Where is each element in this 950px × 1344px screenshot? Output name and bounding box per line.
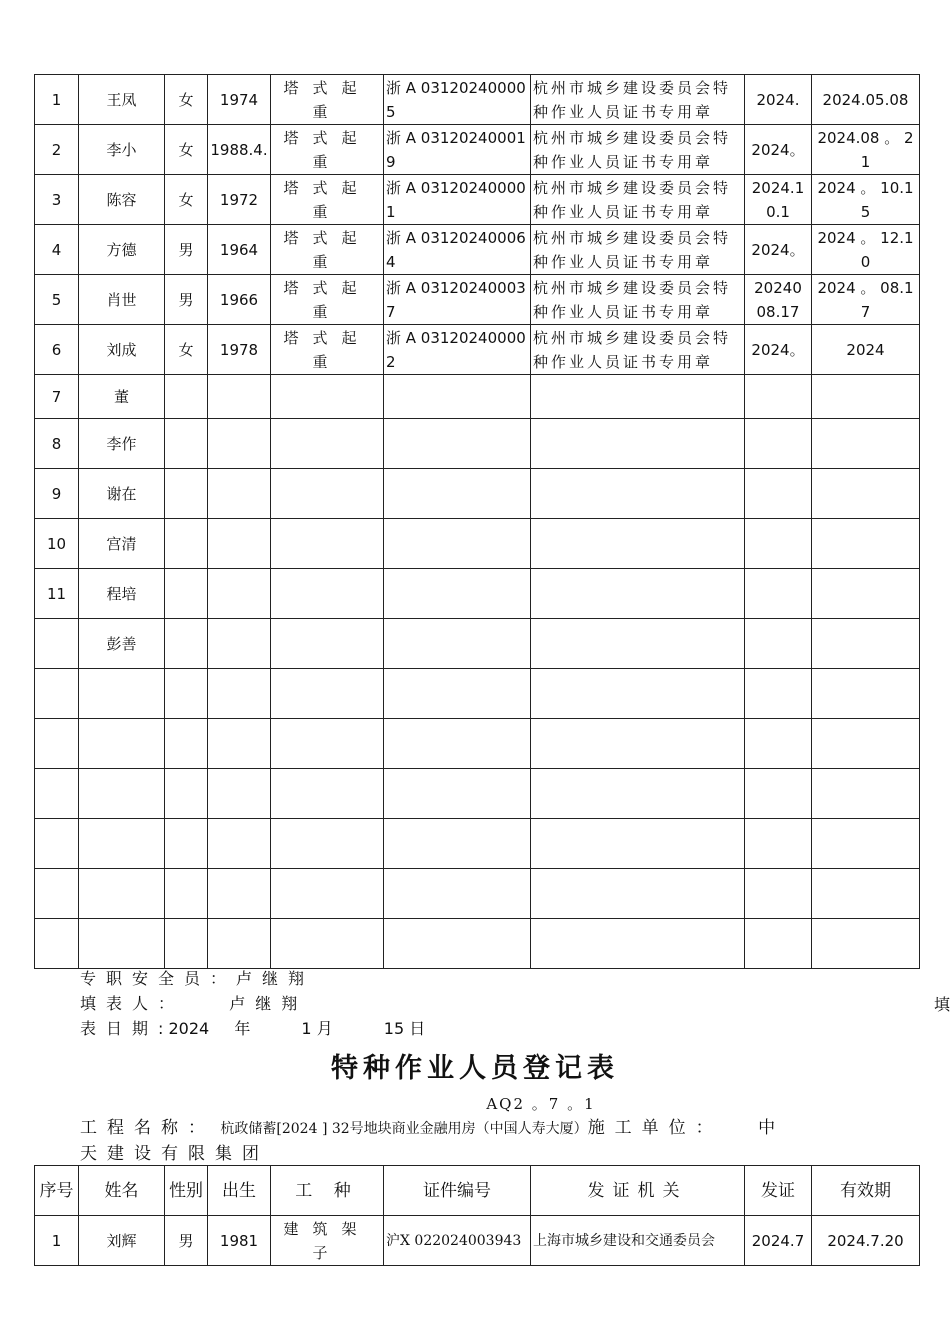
cell-cert [384, 519, 531, 569]
table-row [35, 75, 920, 125]
cell-gender [165, 375, 208, 419]
cell-valid: 2024.05.08 [812, 75, 920, 125]
cell-trade [271, 769, 384, 819]
column-header: 出生 [208, 1166, 271, 1216]
cell-no: 7 [35, 375, 79, 419]
cell-trade [271, 619, 384, 669]
cell-valid: 2024 [812, 325, 920, 375]
column-header: 发证机关 [531, 1166, 745, 1216]
cell-issuer [531, 469, 745, 519]
cell-trade: 塔式起重 [271, 175, 384, 225]
cell-trade [271, 869, 384, 919]
cell-trade [271, 819, 384, 869]
cell-valid: 2024 。 08.17 [812, 275, 920, 325]
cell-gender: 男 [165, 1216, 208, 1266]
column-header: 姓名 [79, 1166, 165, 1216]
project-name: 杭政储蓄[2024 ] 32号地块商业金融用房（中国人寿大厦） [220, 1121, 588, 1137]
cell-issue: 20240 08.17 [745, 275, 812, 325]
project-info [80, 1116, 880, 1167]
cell-cert [384, 669, 531, 719]
cell-no: 11 [35, 569, 79, 619]
cell-cert [384, 919, 531, 969]
cell-cert [384, 619, 531, 669]
cell-no: 6 [35, 325, 79, 375]
cell-issue [745, 669, 812, 719]
cell-gender: 女 [165, 125, 208, 175]
table-row [35, 419, 920, 469]
cell-name: 李小 [79, 125, 165, 175]
table-row [35, 175, 920, 225]
cell-cert [384, 869, 531, 919]
cell-valid: 2024 。 12.10 [812, 225, 920, 275]
cell-cert [384, 769, 531, 819]
cell-birth [208, 519, 271, 569]
cell-issuer [531, 869, 745, 919]
cell-cert: 沪X 022024003943 [384, 1216, 531, 1266]
column-header: 有效期 [812, 1166, 920, 1216]
cell-no: 8 [35, 419, 79, 469]
cell-birth [208, 619, 271, 669]
cell-issuer: 杭州市城乡建设委员会特种作业人员证书专用章 [531, 75, 745, 125]
cell-valid [812, 469, 920, 519]
filler-line [80, 991, 307, 1014]
cell-issue [745, 819, 812, 869]
cell-issue [745, 469, 812, 519]
safety-officer-label: 专职安全员： [80, 969, 237, 988]
cell-name [79, 719, 165, 769]
filler-label: 填表人： [80, 994, 185, 1013]
cell-gender [165, 619, 208, 669]
cell-gender: 男 [165, 275, 208, 325]
cell-birth: 1974 [208, 75, 271, 125]
cell-name: 李作 [79, 419, 165, 469]
cell-birth [208, 919, 271, 969]
cell-gender: 女 [165, 75, 208, 125]
cell-gender: 女 [165, 325, 208, 375]
cell-no: 1 [35, 75, 79, 125]
cell-issue: 2024。 [745, 225, 812, 275]
header-row [35, 1166, 920, 1216]
cell-birth [208, 375, 271, 419]
cell-no [35, 769, 79, 819]
cell-name [79, 669, 165, 719]
safety-officer-name: 卢继翔 [236, 969, 315, 988]
cell-no: 9 [35, 469, 79, 519]
cell-name: 方德 [79, 225, 165, 275]
cell-valid [812, 719, 920, 769]
cell-issuer: 上海市城乡建设和交通委员会 [531, 1216, 745, 1266]
cell-gender [165, 719, 208, 769]
cell-cert: 浙 A 031202400001 [384, 175, 531, 225]
cell-trade [271, 719, 384, 769]
cell-trade: 塔式起重 [271, 125, 384, 175]
cell-gender [165, 519, 208, 569]
table-row [35, 375, 920, 419]
cell-issue [745, 375, 812, 419]
cell-issue: 2024。 [745, 325, 812, 375]
table-row [35, 519, 920, 569]
cell-no [35, 919, 79, 969]
cell-cert [384, 819, 531, 869]
cell-issuer [531, 819, 745, 869]
cell-issue: 2024。 [745, 125, 812, 175]
cell-gender [165, 419, 208, 469]
cell-no [35, 669, 79, 719]
cell-gender: 女 [165, 175, 208, 225]
cell-cert [384, 719, 531, 769]
cell-cert [384, 375, 531, 419]
cell-no: 3 [35, 175, 79, 225]
table-row [35, 819, 920, 869]
cell-cert: 浙 A 031202400037 [384, 275, 531, 325]
column-header: 性别 [165, 1166, 208, 1216]
cell-birth [208, 769, 271, 819]
table-row [35, 225, 920, 275]
cell-gender [165, 669, 208, 719]
cell-cert [384, 419, 531, 469]
cell-no: 2 [35, 125, 79, 175]
cell-cert: 浙 A 031202400064 [384, 225, 531, 275]
cell-cert: 浙 A 031202400002 [384, 325, 531, 375]
cell-issuer [531, 619, 745, 669]
cell-issue [745, 769, 812, 819]
cell-valid [812, 819, 920, 869]
cell-issuer [531, 669, 745, 719]
registration-table-continued [34, 74, 920, 969]
cell-trade: 塔式起重 [271, 225, 384, 275]
cell-birth [208, 419, 271, 469]
cell-name: 肖世 [79, 275, 165, 325]
cell-issue [745, 519, 812, 569]
fill-date-label: 表日期 [80, 1019, 159, 1038]
column-header: 序号 [35, 1166, 79, 1216]
cell-no [35, 719, 79, 769]
cell-issue [745, 719, 812, 769]
cell-cert: 浙 A 031202400019 [384, 125, 531, 175]
cell-issuer [531, 519, 745, 569]
cell-no: 5 [35, 275, 79, 325]
cell-name: 王凤 [79, 75, 165, 125]
cell-no [35, 869, 79, 919]
cell-issuer: 杭州市城乡建设委员会特种作业人员证书专用章 [531, 175, 745, 225]
filler-name: 卢继翔 [229, 994, 308, 1013]
table-row [35, 619, 920, 669]
fill-date-month: 1 月 [301, 1019, 333, 1038]
cell-issuer [531, 569, 745, 619]
cell-name: 宫清 [79, 519, 165, 569]
cell-birth [208, 569, 271, 619]
table-row [35, 1216, 920, 1266]
cell-trade [271, 569, 384, 619]
cell-issuer: 杭州市城乡建设委员会特种作业人员证书专用章 [531, 325, 745, 375]
cell-name: 程培 [79, 569, 165, 619]
cell-birth [208, 869, 271, 919]
cell-gender: 男 [165, 225, 208, 275]
cell-trade [271, 669, 384, 719]
cell-issue: 2024.10.1 [745, 175, 812, 225]
cell-issue [745, 569, 812, 619]
cell-trade: 塔式起重 [271, 275, 384, 325]
cell-valid [812, 569, 920, 619]
table-row [35, 869, 920, 919]
table-row [35, 275, 920, 325]
cell-birth [208, 819, 271, 869]
cell-name [79, 919, 165, 969]
cut-off-char: 填 [934, 995, 950, 1014]
unit-name-part2: 天建设有限集团 [80, 1144, 269, 1164]
cell-issuer [531, 919, 745, 969]
cell-name [79, 819, 165, 869]
column-header: 工 种 [271, 1166, 384, 1216]
cell-no: 1 [35, 1216, 79, 1266]
column-header: 发证 [745, 1166, 812, 1216]
cell-issue [745, 419, 812, 469]
cell-birth: 1981 [208, 1216, 271, 1266]
cell-birth: 1978 [208, 325, 271, 375]
cell-issuer [531, 719, 745, 769]
cell-issue [745, 919, 812, 969]
fill-date-year-char: 年 [234, 1019, 251, 1038]
form-title: 特种作业人员登记表 [331, 1053, 619, 1084]
cell-valid [812, 769, 920, 819]
cell-valid [812, 375, 920, 419]
cell-trade [271, 919, 384, 969]
table-row [35, 325, 920, 375]
cell-birth: 1966 [208, 275, 271, 325]
cell-gender [165, 569, 208, 619]
cell-gender [165, 469, 208, 519]
cell-valid: 2024.08 。 21 [812, 125, 920, 175]
cell-valid [812, 419, 920, 469]
cell-birth [208, 669, 271, 719]
cell-issue: 2024. [745, 75, 812, 125]
fill-date-year: : 2024 [158, 1019, 210, 1038]
cell-birth [208, 719, 271, 769]
cell-issuer [531, 769, 745, 819]
cell-trade: 建筑架子 [271, 1216, 384, 1266]
cell-issuer: 杭州市城乡建设委员会特种作业人员证书专用章 [531, 225, 745, 275]
cell-valid: 2024.7.20 [812, 1216, 920, 1266]
cell-issue: 2024.7 [745, 1216, 812, 1266]
cell-name [79, 869, 165, 919]
cell-birth: 1988.4. [208, 125, 271, 175]
cell-issue [745, 619, 812, 669]
cell-no [35, 819, 79, 869]
fill-date-line [80, 1016, 425, 1039]
cell-trade [271, 419, 384, 469]
cell-name: 谢在 [79, 469, 165, 519]
cell-valid [812, 519, 920, 569]
cell-gender [165, 769, 208, 819]
table-row [35, 469, 920, 519]
table-row [35, 769, 920, 819]
cell-valid [812, 919, 920, 969]
cell-gender [165, 819, 208, 869]
safety-officer-line [80, 966, 314, 989]
cell-valid [812, 669, 920, 719]
cell-trade: 塔式起重 [271, 325, 384, 375]
cell-birth: 1964 [208, 225, 271, 275]
cell-name: 陈容 [79, 175, 165, 225]
cell-birth: 1972 [208, 175, 271, 225]
form-code: AQ2 。7 。1 [486, 1095, 596, 1113]
table-row [35, 919, 920, 969]
column-header: 证件编号 [384, 1166, 531, 1216]
cell-valid: 2024 。 10.15 [812, 175, 920, 225]
unit-name-part1: 中 [758, 1118, 776, 1138]
cell-no: 4 [35, 225, 79, 275]
table-row [35, 125, 920, 175]
project-label: 工程名称： [80, 1118, 215, 1138]
cell-name: 董 [79, 375, 165, 419]
table-row [35, 569, 920, 619]
cell-birth [208, 469, 271, 519]
cell-trade: 塔式起重 [271, 75, 384, 125]
cell-issue [745, 869, 812, 919]
cell-valid [812, 619, 920, 669]
cell-cert: 浙 A 031202400005 [384, 75, 531, 125]
cell-issuer [531, 419, 745, 469]
table-row [35, 669, 920, 719]
cell-trade [271, 469, 384, 519]
cell-name: 彭善 [79, 619, 165, 669]
cell-cert [384, 569, 531, 619]
cell-issuer: 杭州市城乡建设委员会特种作业人员证书专用章 [531, 275, 745, 325]
cell-trade [271, 375, 384, 419]
cell-name [79, 769, 165, 819]
cell-name: 刘辉 [79, 1216, 165, 1266]
cell-no: 10 [35, 519, 79, 569]
cell-issuer: 杭州市城乡建设委员会特种作业人员证书专用章 [531, 125, 745, 175]
fill-date-day: 15 日 [383, 1019, 426, 1038]
cell-gender [165, 919, 208, 969]
registration-table [34, 1165, 920, 1266]
cell-no [35, 619, 79, 669]
cell-name: 刘成 [79, 325, 165, 375]
cell-trade [271, 519, 384, 569]
cell-gender [165, 869, 208, 919]
unit-label: 施工单位： [587, 1118, 723, 1138]
table-row [35, 719, 920, 769]
cell-cert [384, 469, 531, 519]
cell-issuer [531, 375, 745, 419]
cell-valid [812, 869, 920, 919]
